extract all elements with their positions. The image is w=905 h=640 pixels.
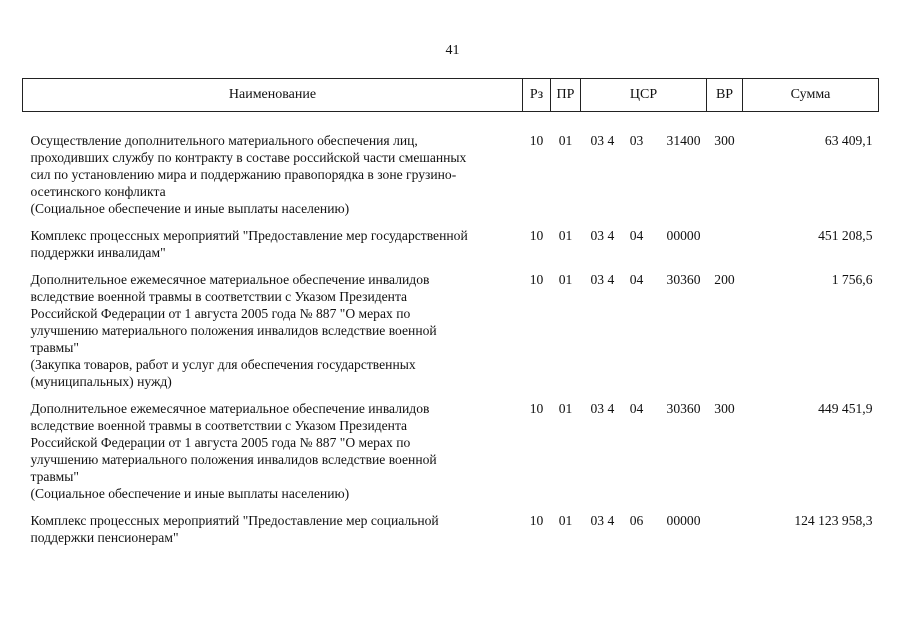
row-name-line: вследствие военной травмы в соответствии с Указом Президента	[30, 289, 408, 304]
row-csr	[581, 271, 707, 400]
table-row	[23, 132, 879, 227]
row-csr-part1: 03 4	[590, 401, 615, 416]
table-row	[23, 400, 879, 512]
row-csr-part3: 30360	[666, 401, 701, 416]
row-rz: 10	[529, 133, 544, 148]
table-header-row	[23, 79, 879, 112]
row-rz: 10	[529, 513, 544, 528]
row-csr	[581, 512, 707, 556]
row-name-line: улучшению материального положения инвалидов вследствие военной	[30, 452, 437, 467]
row-name-line: Российской Федерации от 1 августа 2005 года № 887 "О мерах по	[30, 435, 411, 450]
row-csr-part1: 03 4	[590, 513, 615, 528]
row-name-line: поддержки инвалидам"	[30, 245, 166, 260]
row-name-line: Дополнительное ежемесячное материальное обеспечение инвалидов	[30, 401, 430, 416]
row-name-line: вследствие военной травмы в соответствии с Указом Президента	[30, 418, 408, 433]
row-name-line: сил по установлению мира и поддержанию правопорядка в зоне грузино-	[30, 167, 457, 182]
row-pr: 01	[558, 133, 573, 148]
row-csr-part3: 30360	[666, 272, 701, 287]
row-name-line: Дополнительное ежемесячное материальное обеспечение инвалидов	[30, 272, 430, 287]
row-name-line: Комплекс процессных мероприятий "Предоставление мер государственной	[30, 228, 468, 243]
row-vr: 300	[714, 401, 735, 416]
row-sum: 449 451,9	[818, 401, 873, 416]
row-name-line: травмы"	[30, 469, 79, 484]
row-name-line: осетинского конфликта	[30, 184, 166, 199]
row-csr-part2: 04	[629, 401, 644, 416]
row-name-line: Осуществление дополнительного материального обеспечения лиц,	[30, 133, 418, 148]
row-rz: 10	[529, 228, 544, 243]
header-pr: ПР	[551, 79, 581, 112]
row-csr-part2: 06	[629, 513, 644, 528]
row-csr-part1: 03 4	[590, 228, 615, 243]
header-name: Наименование	[23, 79, 523, 112]
row-name	[23, 400, 523, 512]
row-csr-part2: 04	[629, 228, 644, 243]
row-vr	[707, 227, 743, 271]
row-name-line: улучшению материального положения инвалидов вследствие военной	[30, 323, 437, 338]
row-rz: 10	[529, 401, 544, 416]
row-pr: 01	[558, 513, 573, 528]
row-vr: 300	[714, 133, 735, 148]
row-csr-part3: 00000	[666, 513, 701, 528]
row-pr: 01	[558, 401, 573, 416]
header-sum: Сумма	[743, 79, 879, 112]
row-name-line: Российской Федерации от 1 августа 2005 года № 887 "О мерах по	[30, 306, 411, 321]
row-sum: 451 208,5	[818, 228, 873, 243]
row-csr-part3: 31400	[666, 133, 701, 148]
row-rz: 10	[529, 272, 544, 287]
header-rz: Рз	[523, 79, 551, 112]
row-csr	[581, 132, 707, 227]
row-name-line: проходивших службу по контракту в составе российской части смешанных	[30, 150, 467, 165]
row-name-line: (Социальное обеспечение и иные выплаты населению)	[30, 486, 350, 501]
row-name-line: Комплекс процессных мероприятий "Предоставление мер социальной	[30, 513, 439, 528]
row-sum: 63 409,1	[824, 133, 873, 148]
row-pr: 01	[558, 272, 573, 287]
row-csr	[581, 227, 707, 271]
row-name-line: (Закупка товаров, работ и услуг для обеспечения государственных	[30, 357, 416, 372]
row-csr	[581, 400, 707, 512]
header-csr: ЦСР	[581, 79, 707, 112]
row-name	[23, 132, 523, 227]
row-sum: 1 756,6	[831, 272, 873, 287]
row-name-line: поддержки пенсионерам"	[30, 530, 179, 545]
row-csr-part1: 03 4	[590, 272, 615, 287]
row-sum: 124 123 958,3	[794, 513, 873, 528]
page-number: 41	[445, 43, 460, 58]
table-row	[23, 271, 879, 400]
row-name-line: (муниципальных) нужд)	[30, 374, 172, 389]
row-name-line: травмы"	[30, 340, 79, 355]
row-vr: 200	[714, 272, 735, 287]
row-vr	[707, 512, 743, 556]
row-pr: 01	[558, 228, 573, 243]
table-row	[23, 227, 879, 271]
row-name	[23, 227, 523, 271]
row-csr-part2: 03	[629, 133, 644, 148]
row-name-line: (Социальное обеспечение и иные выплаты населению)	[30, 201, 350, 216]
budget-table	[22, 78, 879, 556]
row-csr-part3: 00000	[666, 228, 701, 243]
row-name	[23, 512, 523, 556]
header-vr: ВР	[707, 79, 743, 112]
row-csr-part2: 04	[629, 272, 644, 287]
row-name	[23, 271, 523, 400]
table-row	[23, 512, 879, 556]
row-csr-part1: 03 4	[590, 133, 615, 148]
